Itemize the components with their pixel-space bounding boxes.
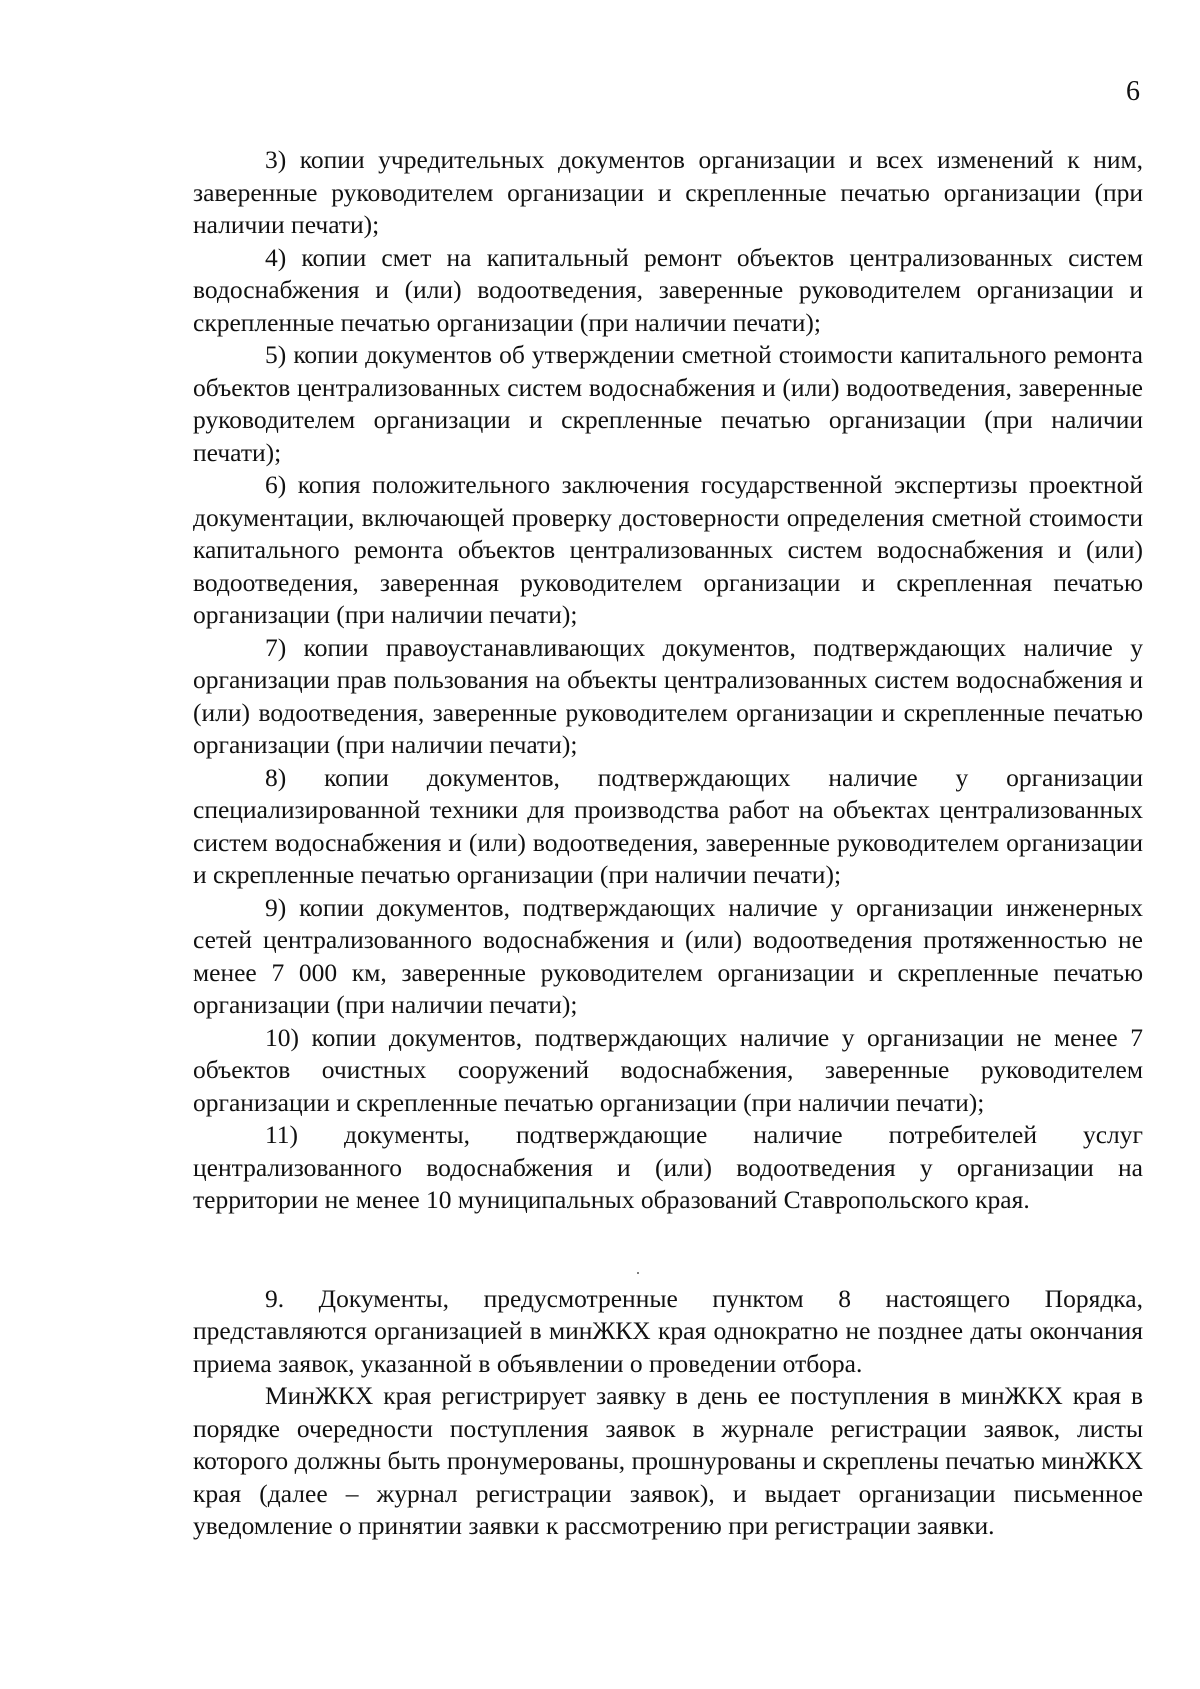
scan-speck: [637, 1272, 639, 1274]
list-item-6: 6) копия положительного заключения государственной экспертизы проектной документации, включающей проверку достоверности определения сметной стоимости капитального ремонта объектов централизованных систем водоснабжения и (или) водоотведения, заверенная руководителем организации и скрепленная печатью организации (при наличии печати);: [193, 470, 1143, 629]
list-item-3: 3) копии учредительных документов организации и всех изменений к ним, заверенные руководителем организации и скрепленные печатью организации (при наличии печати);: [193, 145, 1143, 239]
document-body: [193, 144, 1143, 1543]
section-9-paragraph: 9. Документы, предусмотренные пунктом 8 настоящего Порядка, представляются организацией в минЖКХ края однократно не позднее даты окончания приема заявок, указанной в объявлении о проведении отбора.: [193, 1283, 1143, 1378]
list-item-7: 7) копии правоустанавливающих документов, подтверждающих наличие у организации прав пользования на объекты централизованных систем водоснабжения и (или) водоотведения, заверенные руководителем организации и скрепленные печатью организации (при наличии печати);: [193, 632, 1143, 759]
list-item-8: 8) копии документов, подтверждающих наличие у организации специализированной техники для производства работ на объектах централизованных систем водоснабжения и (или) водоотведения, заверенные руководителем организации и скрепленные печатью организации (при наличии печати);: [193, 762, 1143, 889]
list-item-10: 10) копии документов, подтверждающих наличие у организации не менее 7 объектов очистных сооружений водоснабжения, заверенные руководителем организации и скрепленные печатью организации (при наличии печати);: [193, 1022, 1143, 1117]
registration-paragraph: МинЖКХ края регистрирует заявку в день ее поступления в минЖКХ края в порядке очередности поступления заявок в журнале регистрации заявок, листы которого должны быть пронумерованы, прошнурованы и скреплены печатью минЖКХ края (далее – журнал регистрации заявок), и выдает организации письменное уведомление о принятии заявки к рассмотрению при регистрации заявки.: [193, 1381, 1143, 1540]
list-item-11: 11) документы, подтверждающие наличие потребителей услуг централизованного водоснабжения и (или) водоотведения у организации на территории не менее 10 муниципальных образований Ставропольского края.: [193, 1120, 1143, 1214]
list-item-5: 5) копии документов об утверждении сметной стоимости капитального ремонта объектов централизованных систем водоснабжения и (или) водоотведения, заверенные руководителем организации и скрепленные печатью организации (при наличии печати);: [193, 340, 1143, 467]
list-item-9: 9) копии документов, подтверждающих наличие у организации инженерных сетей централизованного водоснабжения и (или) водоотведения протяженностью не менее 7 000 км, заверенные руководителем организации и скрепленные печатью организации (при наличии печати);: [193, 892, 1143, 1019]
section-gap: [193, 1217, 1143, 1283]
list-item-4: 4) копии смет на капитальный ремонт объектов централизованных систем водоснабжения и (или) водоотведения, заверенные руководителем организации и скрепленные печатью организации (при наличии печати);: [193, 242, 1143, 337]
page-number: 6: [1126, 76, 1140, 107]
